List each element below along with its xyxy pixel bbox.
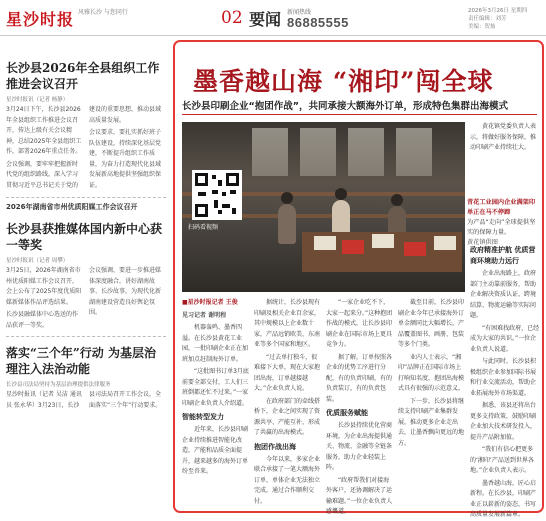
- article-paragraph: “有困难找政府，已经成为大家的共识。”一位企业负责人说道。: [470, 324, 540, 353]
- article-paragraph: 截至目前，长沙县印刷企业今年已承接海外订单金额同比大幅增长，产品覆盖图书、画册、包装等多个门类。: [398, 299, 465, 348]
- hotline-label: 新闻热线: [287, 9, 312, 16]
- photo-print-stack: [314, 236, 336, 250]
- hotline-number: 86885555: [287, 15, 349, 30]
- article-paragraph: “这批图书订单3月底前要全部交付，工人们三班倒都还忙不过来。”一家印刷企业负责人介绍道。: [182, 368, 249, 407]
- page-section-name: 要闻: [249, 10, 282, 29]
- article-paragraph: 星沙时报讯（记者 吴洁 通讯员 张永华）3月23日，长沙县司法局召开工作会议，全面落实“三个年”行动要求。: [6, 391, 162, 409]
- article-paragraph: 据了解，订单按照各企业的优势工序进行分配，有的负责印刷，有的负责装订，有的负责包装。: [326, 353, 393, 403]
- issue-meta: [468, 7, 543, 31]
- article-paragraph: “一家企业吃不下，大家一起来分。”这种抱团作战的模式，让长沙县印刷企业在国际市场上更具竞争力。: [326, 299, 393, 348]
- article-paragraph: 在政府部门的牵线搭桥下，企业之间实现了资源共享、产能互补，形成了共赢的出海模式。: [254, 397, 321, 436]
- article-byline: 星沙时报讯（记者 杨静）: [6, 97, 69, 103]
- article-paragraph: 3月25日，2026年湖南省市州优质阳媒工作会议召开，会上公布了2025年度优质阳媒新媒体作品评选结果。: [6, 267, 82, 306]
- photo-print-stack: [372, 234, 394, 248]
- section-heading: 智能转型发力: [182, 413, 224, 421]
- feature-photo: [182, 122, 465, 292]
- divider: [182, 114, 537, 115]
- photo-worker: [278, 204, 296, 244]
- article-body: [6, 390, 166, 412]
- article-paragraph: 据悉，该县还将出台更多支持政策，鼓励印刷企业加大技术研发投入，提升产品附加值。: [470, 402, 537, 441]
- issue-meta-line: 美编：贺灿: [468, 24, 496, 30]
- photo-window: [396, 128, 432, 176]
- article-headline: 落实“三个年”行动 为基层治理注入法治动能: [6, 346, 156, 376]
- feature-headline: 墨香越山海 “湘印”闯全球: [193, 67, 494, 96]
- masthead: [0, 0, 546, 36]
- article-column: [326, 298, 394, 515]
- article-headline: 长沙县获推媒体国内新中心获一等奖: [6, 222, 163, 252]
- article-paragraph: “政府帮我们对接海外客户，还协调解决了运输难题。”一位企业负责人感慨道。: [326, 476, 393, 515]
- article-body: [6, 105, 166, 192]
- page-number: 02: [221, 8, 243, 28]
- newspaper-slogan: 风雅长沙 与您同行: [78, 9, 128, 16]
- article-kicker: 2026年湖南省市州优质阳媒工作会议召开: [6, 203, 138, 211]
- article-paragraph: 长沙县持续优化营商环境，为企业出海提供通关、物流、金融等全链条服务，助力企业轻装上阵。: [326, 422, 393, 471]
- section-heading: 抱团作战出海: [254, 442, 296, 451]
- article-paragraph: 业内人士表示，“湘印”品牌正在国际市场上打响知名度，抱团出海模式具有很强的示范意义。: [398, 353, 465, 392]
- photo-caption-title: 青花工业园内企业满架印单正在马不停蹄: [467, 199, 536, 216]
- article-body: [6, 266, 166, 331]
- left-column: [6, 40, 166, 515]
- article-paragraph: “我们有信心把更多的‘湘印’产品送到世界各地。”企业负责人表示。: [470, 446, 534, 474]
- section-heading: 优质服务赋能: [326, 409, 368, 417]
- article-byline: 见习记者 谢明程: [182, 311, 227, 319]
- issue-meta-line: 2026年3月26日 星期四: [468, 8, 528, 14]
- article-byline: 星沙时报讯（记者 周攀）: [6, 258, 69, 264]
- issue-meta-line: 责任编辑：刘芳: [468, 16, 507, 22]
- article-paragraph: 下一步，长沙县将继续支持印刷产业集群发展，推动更多企业走出去，让墨香飘向更远的地方。: [398, 397, 465, 447]
- divider: [6, 336, 166, 337]
- article-column: [254, 298, 322, 510]
- article-headline: 长沙县2026年全县组织工作推进会议召开: [6, 61, 160, 91]
- photo-print-stack: [342, 240, 364, 254]
- newspaper-logo: 星沙时报: [6, 10, 75, 29]
- photo-print-stack: [434, 236, 456, 250]
- photo-caption: [467, 198, 541, 248]
- feature-subheadline: 长沙县印刷企业“抱团作战”，共同承接大额海外订单，形成特色集群出海模式: [182, 101, 508, 112]
- article-paragraph: 近年来，长沙县印刷企业持续推进智能化改造，产能和品质全面提升，越来越多的海外订单纷至沓来。: [182, 426, 249, 475]
- qr-caption: 扫码看视频: [188, 224, 219, 231]
- article-paragraph: 今年以来，多家企业联合承接了一笔大额海外订单，单体企业无法独立完成，通过合作顺利交付。: [254, 455, 321, 505]
- photo-window: [300, 128, 336, 176]
- photo-print-stack: [404, 242, 426, 256]
- article-column: [470, 122, 540, 194]
- article-paragraph: 长沙县融媒体中心选送的作品获评一等奖。: [6, 311, 79, 329]
- qr-code-icon[interactable]: [192, 170, 242, 220]
- article-byline: 长沙县司法局坚持为基层治理提供法律服务: [6, 382, 111, 388]
- article-paragraph: 会议强调，要进一步推进媒体深度融合，讲好湖南故事、长沙故事，为现代化新湖南建设营造良好舆论氛围。: [89, 267, 162, 316]
- article-paragraph: 会议强调，要牢牢把握新时代党的组织路线，深入学习贯彻习近平总书记关于党的建设的重要思想，推动县域高质量发展。: [6, 106, 162, 189]
- article-paragraph: 墨香越山海，匠心启新程。在长沙县，印刷产业正以崭新的姿态，书写高质量发展新篇章。: [470, 479, 537, 518]
- article-paragraph: 3月24日下午，长沙县2026年全县组织工作推进会议召开，传达上级有关会议精神，总结2025年全县组织工作，部署2026年重点任务。: [6, 106, 82, 155]
- article-byline: ■星沙时报记者 王俊: [182, 299, 238, 306]
- article-paragraph: 黄花镇党委负责人表示，将做好服务保障，推动印刷产业持续壮大。: [470, 123, 537, 151]
- article-column: [398, 298, 466, 510]
- article-paragraph: “过去单打独斗，很难接下大单，现在大家抱团出海，订单越接越大。”企业负责人说。: [254, 353, 321, 392]
- article-paragraph: 与此同时，长沙县积极组织企业参加国际书展和行业交流活动，帮助企业拓展海外市场渠道。: [470, 358, 537, 397]
- section-heading: 政府精准护航 优质营商环境助力远行: [470, 246, 536, 265]
- photo-window: [348, 128, 384, 176]
- article-paragraph: 企业出海路上，政府部门主动靠前服务，帮助企业解决资质认证、跨境结算、物流运输等实际问题。: [470, 270, 537, 319]
- divider: [6, 197, 166, 198]
- article-column: [182, 298, 250, 510]
- photo-caption-text: 为产品“走向”全球提供坚实的保障力量。: [467, 219, 536, 236]
- article-paragraph: 会议要求，要扎实抓好班子队伍建设，持续深化基层党建，不断提升组织工作质量，为奋力打造现代化县域发展新高地提供坚强组织保证。: [89, 129, 162, 189]
- article-paragraph: 机器轰鸣、墨香四溢。在长沙县黄花工业园，一批印刷企业正在加班加点赶制海外订单。: [182, 324, 249, 363]
- photo-window: [252, 128, 288, 176]
- feature-article: [173, 40, 544, 518]
- article-column: [470, 242, 540, 518]
- article-paragraph: 据统计，长沙县现有印刷及相关企业百余家，其中规模以上企业数十家，产品远销欧美、东南亚等多个国家和地区。: [254, 299, 321, 348]
- photo-credit: 黄花镇供图: [467, 239, 498, 246]
